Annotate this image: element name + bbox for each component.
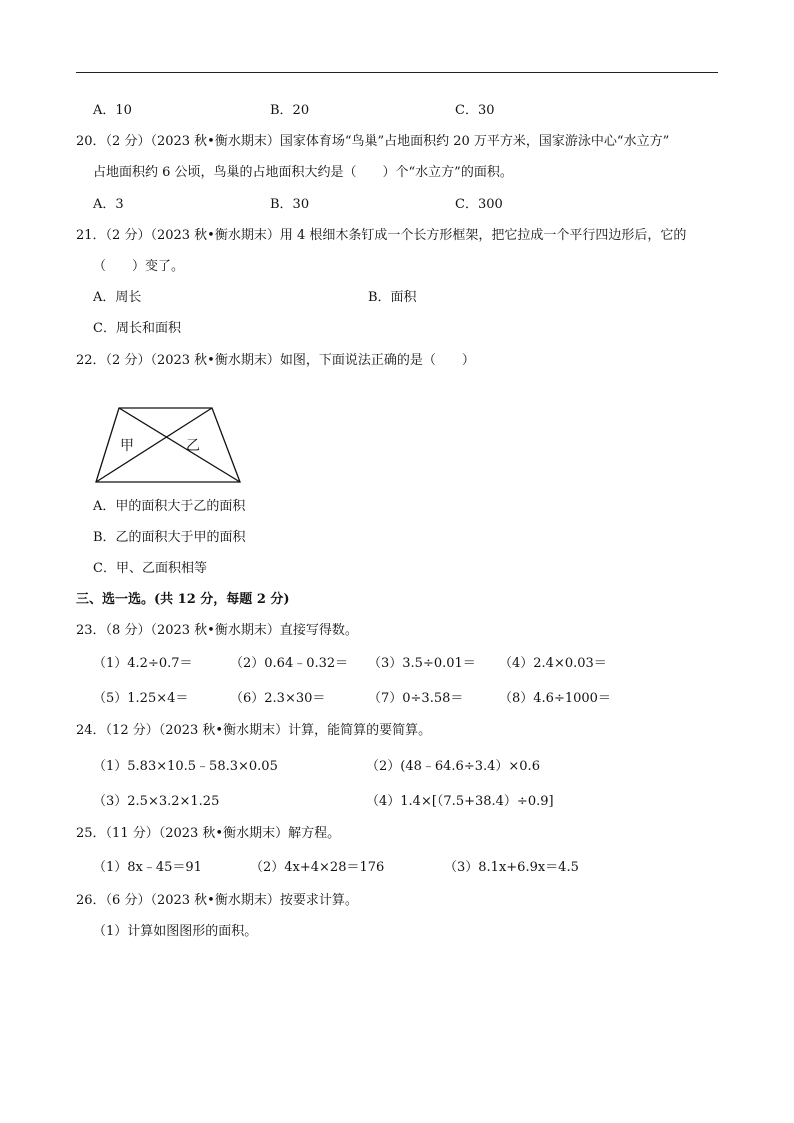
q22-option-b[interactable]: B．乙的面积大于甲的面积 xyxy=(93,530,246,545)
q21-question-line2: （ ）变了。 xyxy=(93,259,185,274)
q23-item-5: （5）1.25×4＝ xyxy=(93,691,189,706)
q24-question-line1: 24．（12 分）（2023 秋•衡水期末）计算，能简算的要简算。 xyxy=(76,723,432,738)
q25-question-line1: 25．（11 分）（2023 秋•衡水期末）解方程。 xyxy=(76,826,341,841)
q26-sub1: （1）计算如图图形的面积。 xyxy=(93,924,258,939)
q24-item-2: （2）(48﹣64.6÷3.4）×0.6 xyxy=(366,759,540,774)
q21-question-line1: 21．（2 分）（2023 秋•衡水期末）用 4 根细木条钉成一个长方形框架，把它拉成一个平行四边形后，它的 xyxy=(76,228,687,243)
q21-option-a[interactable]: A．周长 xyxy=(93,290,142,305)
q19-option-a[interactable]: A．10 xyxy=(93,103,132,118)
q20-option-a[interactable]: A．3 xyxy=(93,197,124,212)
q22-question-line1: 22．（2 分）（2023 秋•衡水期末）如图，下面说法正确的是（ ） xyxy=(76,353,475,368)
q25-item-2: （2）4x+4×28＝176 xyxy=(250,860,385,875)
q23-item-8: （8）4.6÷1000＝ xyxy=(499,691,611,706)
q21-option-c[interactable]: C．周长和面积 xyxy=(93,321,181,336)
q24-item-3: （3）2.5×3.2×1.25 xyxy=(93,794,220,809)
q22-option-c[interactable]: C．甲、乙面积相等 xyxy=(93,561,207,576)
q19-option-b[interactable]: B．20 xyxy=(270,103,310,118)
q23-item-6: （6）2.3×30＝ xyxy=(230,691,326,706)
figure-label-yi: 乙 xyxy=(186,438,200,454)
q21-option-b[interactable]: B．面积 xyxy=(368,290,417,305)
q20-option-c[interactable]: C．300 xyxy=(455,197,503,212)
q20-question-line1: 20．（2 分）（2023 秋•衡水期末）国家体育场“鸟巢”占地面积约 20 万平方米，国家游泳中心“水立方” xyxy=(76,134,670,149)
q24-item-4: （4）1.4×[（7.5+38.4）÷0.9] xyxy=(366,794,554,809)
q23-item-4: （4）2.4×0.03＝ xyxy=(499,656,607,671)
q22-option-a[interactable]: A．甲的面积大于乙的面积 xyxy=(93,499,246,514)
q25-item-3: （3）8.1x+6.9x＝4.5 xyxy=(444,860,579,875)
q26-question-line1: 26．（6 分）（2023 秋•衡水期末）按要求计算。 xyxy=(76,893,358,908)
q23-item-2: （2）0.64﹣0.32＝ xyxy=(230,656,349,671)
q23-item-1: （1）4.2÷0.7＝ xyxy=(93,656,193,671)
section3-heading: 三、选一选。(共 12 分，每题 2 分) xyxy=(76,592,290,607)
q20-option-b[interactable]: B．30 xyxy=(270,197,310,212)
q23-item-7: （7）0÷3.58＝ xyxy=(368,691,464,706)
q23-item-3: （3）3.5÷0.01＝ xyxy=(368,656,476,671)
header-rule xyxy=(76,72,718,73)
q25-item-1: （1）8x﹣45＝91 xyxy=(93,860,202,875)
q19-option-c[interactable]: C．30 xyxy=(455,103,495,118)
q20-question-line2: 占地面积约 6 公顷，鸟巢的占地面积大约是（ ）个“水立方”的面积。 xyxy=(93,165,513,180)
q24-item-1: （1）5.83×10.5﹣58.3×0.05 xyxy=(93,759,278,774)
q23-question-line1: 23．（8 分）（2023 秋•衡水期末）直接写得数。 xyxy=(76,623,358,638)
trapezoid-figure xyxy=(90,402,250,486)
figure-label-jia: 甲 xyxy=(120,438,134,454)
